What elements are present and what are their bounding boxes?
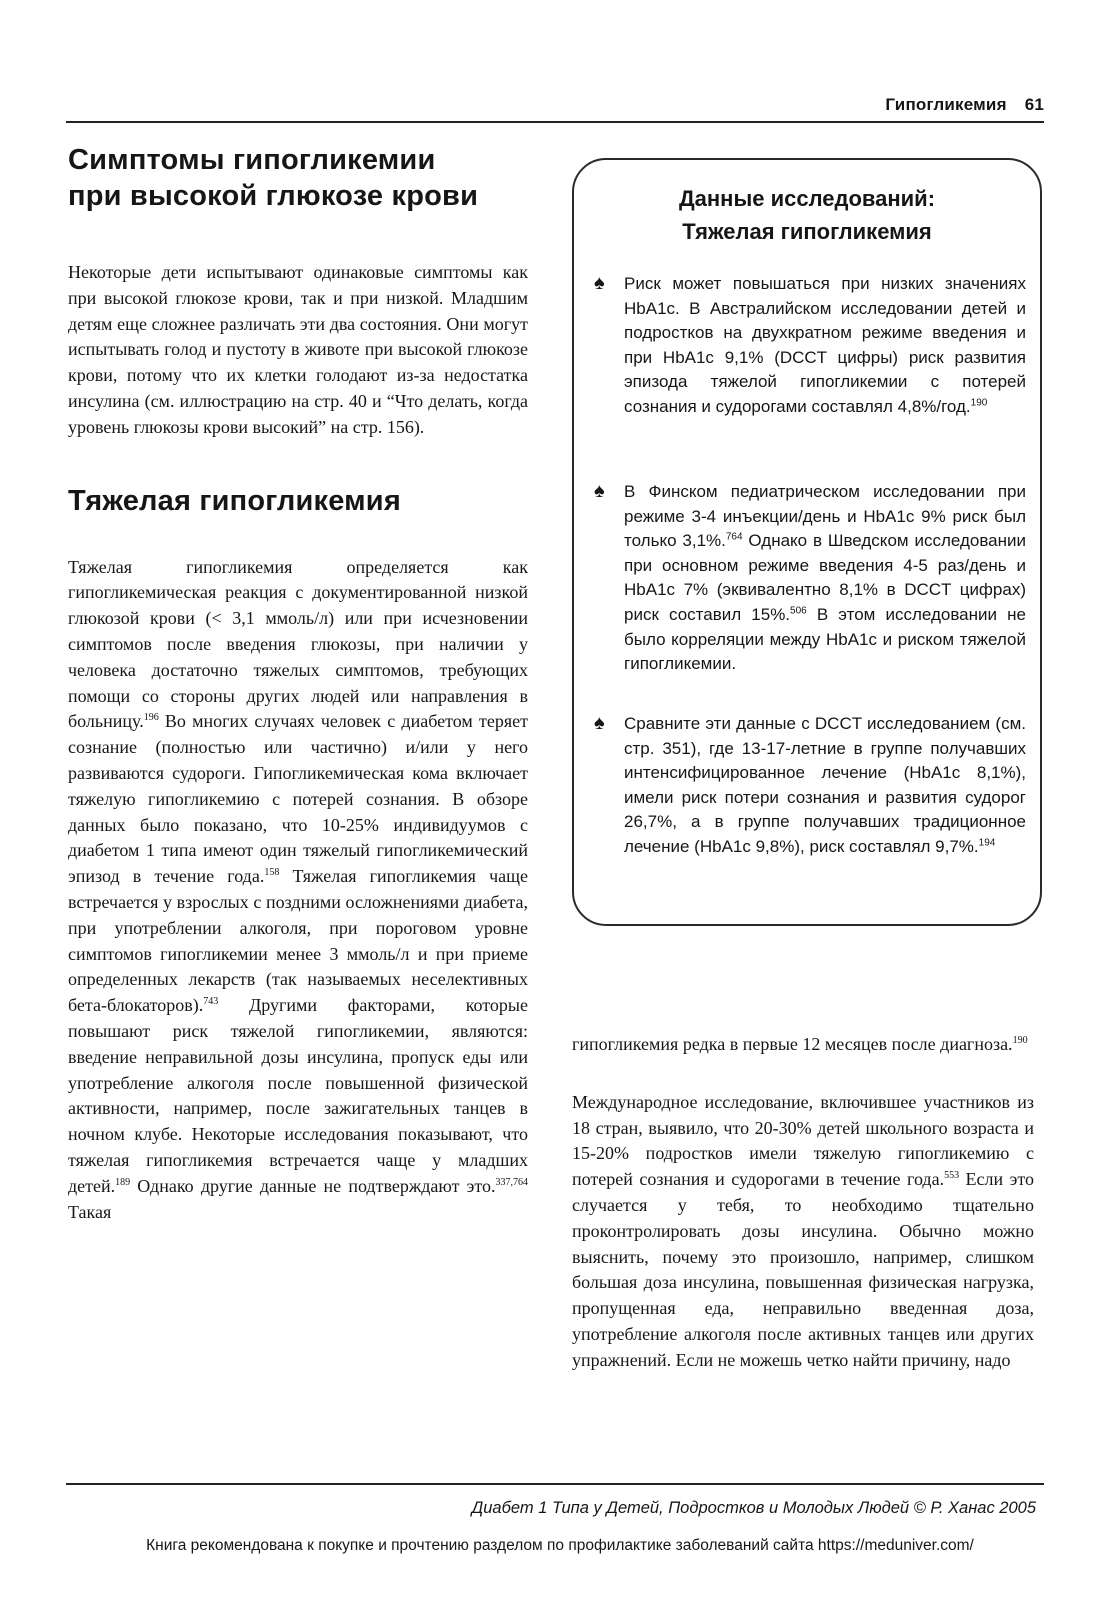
header-rule — [66, 121, 1044, 123]
footnote-ref: 194 — [978, 837, 996, 849]
running-header-title: Гипогликемия — [885, 95, 1007, 114]
severe-paragraph — [68, 555, 528, 1226]
box-item-text: Риск может повышаться при низких значениях HbA1c. В Австралийском исследовании детей и подростков на двухкратном режиме введения и при HbA1c 9,1% (DCCT цифры) риск развития эпизода тяжелой гипогликемии с потерей сознания и судорогами составлял 4,8%/год. — [624, 274, 1026, 416]
footer-citation: Диабет 1 Типа у Детей, Подростков и Молодых Людей © Р. Ханас 2005 — [471, 1499, 1036, 1517]
footnote-ref: 764 — [725, 531, 743, 543]
research-box — [572, 158, 1042, 926]
running-header — [66, 95, 1044, 115]
box-item-text: Однако в Шведском исследовании при основном режиме введения 4-5 раз/день и HbA1c 7% (эквивалентно 8,1% в DCCT цифрах) риск составил 15%. — [624, 531, 1026, 624]
symptoms-paragraph: Некоторые дети испытывают одинаковые симптомы как при высокой глюкозе крови, так и при низкой. Младшим детям еще сложнее различать эти два состояния. Они могут испытывать голод и пустоту в животе при высокой глюкозе крови, потому что их клетки голодают из-за недостатка инсулина (см. иллюстрацию на стр. 40 и “Что делать, когда уровень глюкозы крови высокий” на стр. 156). — [68, 262, 528, 437]
text-run: Если это случается у тебя, то необходимо тщательно проконтролировать дозы инсулина. Обычно можно выяснить, почему это произошло, например, слишком большая доза инсулина, повышенная физическая нагрузка, пропущенная еда, неправильно введенная доза, употребление алкоголя после активных танцев или других упражнений. Если не можешь четко найти причину, надо — [572, 1169, 1034, 1370]
text-run: Тяжелая гипогликемия чаще встречается у взрослых с поздними осложнениями диабета, при употреблении алкоголя, при пороговом уровне симптомов гипогликемии менее 3 ммоль/л и при приеме определенных лекарств (так называемых неселективных бета-блокаторов). — [68, 866, 528, 1016]
box-item-text: В Финском педиатрическом исследовании при режиме 3-4 инъекции/день и HbA1c 9% риск был только 3,1%. — [624, 482, 1026, 551]
text-run: гипогликемия редка в первые 12 месяцев после диагноза. — [572, 1034, 1013, 1054]
spade-icon: ♠ — [594, 272, 605, 294]
box-item — [594, 272, 1026, 420]
text-run: Другими факторами, которые повышают риск тяжелой гипогликемии, являются: введение неправильной дозы инсулина, пропуск еды или употребление алкоголя после повышенной физической активности, например, после зажигательных танцев в ночном клубе. Некоторые исследования показывают, что тяжелая гипогликемия встречается чаще у младших детей. — [68, 995, 528, 1196]
section-heading-symptoms — [68, 142, 528, 214]
text-run: Во многих случаях человек с диабетом теряет сознание (полностью или частично) и/или у него развиваются судороги. Гипогликемическая кома включает тяжелую гипогликемию с потерей сознания. В обзоре данных было показано, что 10-25% индивидуумов с диабетом 1 типа имеют один тяжелый гипогликемический эпизод в течение года. — [68, 711, 528, 887]
spade-icon: ♠ — [594, 480, 605, 502]
box-title-line: Тяжелая гипогликемия — [682, 219, 932, 244]
page-number: 61 — [1024, 95, 1044, 114]
footnote-ref: 743 — [203, 996, 219, 1008]
footnote-ref: 189 — [115, 1176, 131, 1188]
footnote-ref: 196 — [143, 712, 159, 724]
continuation-paragraph — [572, 1032, 1034, 1058]
text-run: Тяжелая гипогликемия определяется как гипогликемическая реакция с документированной низкой глюкозой крови (< 3,1 ммоль/л) или при исчезновении симптомов после введения глюкозы, при наличии у человека достаточно тяжелых симптомов, требующих помощи со стороны других людей или направления в больницу. — [68, 556, 528, 732]
box-item — [594, 712, 1026, 860]
box-item-text: В этом исследовании не было корреляции между HbA1c и риском тяжелой гипогликемии. — [624, 604, 1026, 674]
box-item-text: Сравните эти данные с DCCT исследованием (см. стр. 351), где 13-17-летние в группе получавших интенсифицированное лечение (HbA1c 8,1%), имели риск потери сознания и развития судорог 26,7%, а в группе получавших традиционное лечение (HbA1c 9,8%), риск составлял 9,7%. — [624, 714, 1026, 856]
box-title — [574, 182, 1040, 248]
right-column — [572, 1032, 1034, 1374]
text-run: Международное исследование, включившее участников из 18 стран, выявило, что 20-30% детей школьного возраста и 15-20% подростков имели тяжелую гипогликемию с потерей сознания и судорогами в течение года. — [572, 1091, 1034, 1190]
footnote-ref: 506 — [790, 605, 807, 617]
footer-rule — [66, 1483, 1044, 1485]
footnote-ref: 553 — [944, 1170, 960, 1182]
footnote-ref: 337,764 — [495, 1176, 528, 1188]
text-run: Такая — [68, 1201, 112, 1222]
box-title-line: Данные исследований: — [678, 186, 936, 211]
section-heading-severe: Тяжелая гипогликемия — [68, 484, 401, 517]
spade-icon: ♠ — [594, 712, 605, 734]
heading-line: Симптомы гипогликемии — [68, 144, 436, 176]
heading-line: при высокой глюкозе крови — [68, 180, 479, 212]
footnote-ref: 158 — [264, 867, 280, 879]
footnote-ref: 190 — [1012, 1035, 1028, 1046]
text-run: Однако другие данные не подтверждают это. — [130, 1175, 496, 1196]
left-column — [68, 142, 528, 1225]
international-study-paragraph — [572, 1090, 1034, 1374]
footnote-ref: 190 — [970, 397, 988, 409]
box-item — [594, 480, 1026, 677]
site-credit: Книга рекомендована к покупке и прочтению разделом по профилактике заболеваний сайта https://meduniver.com/ — [146, 1537, 974, 1554]
